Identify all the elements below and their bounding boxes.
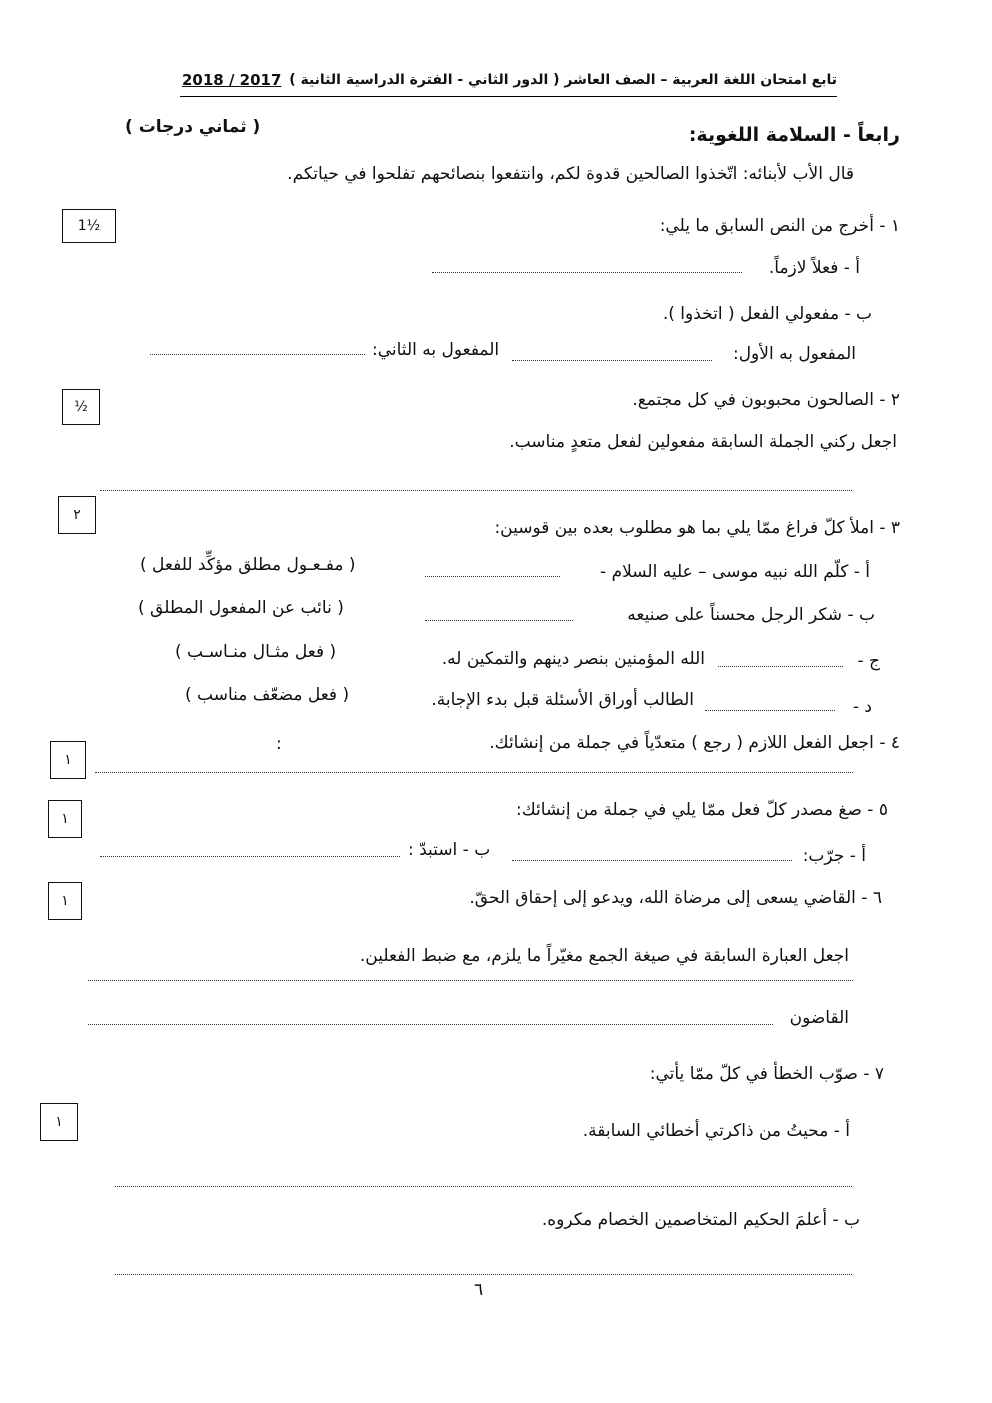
- header-divider: [180, 96, 837, 97]
- q1-obj1-answer-line[interactable]: [512, 360, 712, 361]
- q4-mark-box: ١: [50, 741, 86, 779]
- q1-mark-box: 1½: [62, 209, 116, 243]
- page-number: ٦: [474, 1280, 484, 1300]
- q4-stem: ٤ - اجعل الفعل اللازم ( رجع ) متعدّياً في جملة من إنشائك.: [489, 733, 900, 753]
- q6-answer-start: القاضون: [789, 1008, 849, 1028]
- q3-b-answer-line[interactable]: [425, 620, 573, 621]
- q6-answer-line-2[interactable]: [88, 1024, 773, 1025]
- q1-obj1-label: المفعول به الأول:: [732, 344, 856, 364]
- q7-a: أ - محيتُ من ذاكرتي أخطائي السابقة.: [582, 1121, 850, 1141]
- section-title: رابعاً - السلامة اللغوية:: [688, 124, 900, 146]
- q1-obj2-answer-line[interactable]: [150, 354, 365, 355]
- q3-b: ب - شكر الرجل محسناً على صنيعه: [627, 605, 875, 625]
- q3-c-answer-line[interactable]: [718, 666, 843, 667]
- q3-d-label: د -: [852, 697, 872, 717]
- q5-a-answer-line[interactable]: [512, 860, 792, 861]
- q5-stem: ٥ - صغ مصدر كلّ فعل ممّا يلي في جملة من إنشائك:: [515, 800, 888, 820]
- q3-c-text: الله المؤمنين بنصر دينهم والتمكين له.: [441, 649, 705, 669]
- q2-answer-line[interactable]: [100, 490, 852, 491]
- q2-instruction: اجعل ركني الجملة السابقة مفعولين لفعل متعدٍ مناسب.: [509, 432, 897, 452]
- q1-stem: ١ - أخرج من النص السابق ما يلي:: [659, 216, 900, 236]
- q3-d-hint: ( فعل مضعّف مناسب ): [185, 685, 350, 705]
- q3-c-hint: ( فعل مثـال منـاسـب ): [175, 642, 337, 662]
- q3-a-hint: ( مفـعـول مطلق مؤكِّد للفعل ): [140, 555, 356, 575]
- q7-b: ب - أعلمَ الحكيم المتخاصمين الخصام مكروه.: [541, 1210, 860, 1230]
- q1-b: ب - مفعولي الفعل ( اتخذوا ).: [662, 304, 872, 324]
- q7-stem: ٧ - صوّب الخطأ في كلّ ممّا يأتي:: [649, 1064, 884, 1084]
- q3-mark-box: ٢: [58, 496, 96, 534]
- q7-b-answer-line[interactable]: [115, 1274, 852, 1275]
- q2-mark-box: ½: [62, 389, 100, 425]
- q5-b-label: ب - استبدّ :: [408, 840, 491, 860]
- passage-text: قال الأب لأبنائه: اتّخذوا الصالحين قدوة لكم، وانتفعوا بنصائحهم تفلحوا في حياتكم.: [287, 164, 854, 184]
- q3-c-label: ج -: [857, 651, 880, 671]
- q7-mark-box: ١: [40, 1103, 78, 1141]
- exam-header-title: تابع امتحان اللغة العربية – الصف العاشر ( الدور الثاني - الفترة الدراسية الثانية ): [289, 72, 837, 88]
- q6-answer-line-1[interactable]: [88, 980, 853, 981]
- q1-a: أ - فعلاً لازماً.: [768, 258, 860, 278]
- q3-d-text: الطالب أوراق الأسئلة قبل بدء الإجابة.: [431, 690, 694, 710]
- q3-a-answer-line[interactable]: [425, 576, 560, 577]
- q7-a-answer-line[interactable]: [115, 1186, 852, 1187]
- q5-mark-box: ١: [48, 800, 82, 838]
- q6-instruction: اجعل العبارة السابقة في صيغة الجمع مغيّراً ما يلزم، مع ضبط الفعلين.: [359, 946, 849, 966]
- q3-stem: ٣ - املأ كلّ فراغ ممّا يلي بما هو مطلوب بعده بين قوسين:: [494, 518, 900, 538]
- exam-header-year: 2018 / 2017: [182, 71, 282, 89]
- q3-b-hint: ( نائب عن المفعول المطلق ): [138, 598, 344, 618]
- q5-a-label: أ - جرّب:: [802, 846, 866, 866]
- q1-a-answer-line[interactable]: [432, 272, 742, 273]
- q4-colon: :: [276, 734, 282, 754]
- q6-mark-box: ١: [48, 882, 82, 920]
- q5-b-answer-line[interactable]: [100, 856, 400, 857]
- q4-answer-line[interactable]: [95, 772, 853, 773]
- q6-stem: ٦ - القاضي يسعى إلى مرضاة الله، ويدعو إلى إحقاق الحقّ.: [469, 888, 882, 908]
- q3-d-answer-line[interactable]: [705, 710, 835, 711]
- q3-a: أ - كلّم الله نبيه موسى – عليه السلام -: [600, 562, 870, 582]
- q1-obj2-label: المفعول به الثاني:: [372, 340, 500, 360]
- q2-stem: ٢ - الصالحون محبوبون في كل مجتمع.: [632, 390, 900, 410]
- section-marks: ( ثماني درجات ): [125, 117, 261, 137]
